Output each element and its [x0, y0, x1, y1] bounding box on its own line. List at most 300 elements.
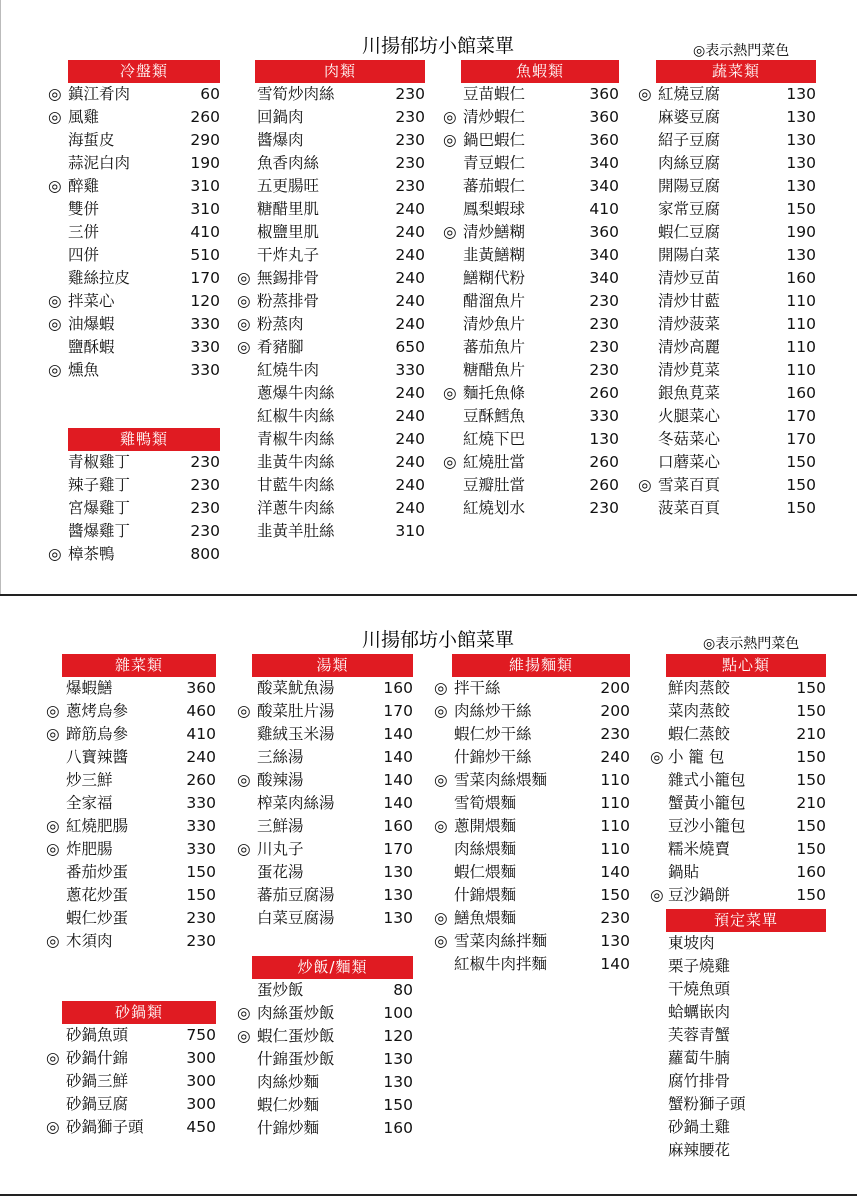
- dish-name: 砂鍋魚頭: [66, 1026, 129, 1044]
- dish-name: 豆酥鱈魚: [463, 407, 526, 425]
- menu-item: [443, 428, 619, 451]
- menu-section: [237, 60, 425, 543]
- hot-legend-bottom: ◎表示熱門菜色: [703, 636, 800, 652]
- menu-item: [237, 290, 425, 313]
- menu-item: [443, 267, 619, 290]
- menu-section: [650, 909, 826, 1162]
- menu-item: [46, 815, 216, 838]
- dish-price: 230: [589, 315, 619, 333]
- dish-price: 340: [589, 246, 619, 264]
- dish-price: 450: [186, 1118, 216, 1136]
- menu-item: [46, 746, 216, 769]
- dish-name: 蕃茄魚片: [463, 338, 526, 356]
- dish-name: 蒜泥白肉: [68, 154, 131, 172]
- dish-price: 240: [395, 453, 425, 471]
- dish-price: 200: [600, 702, 630, 720]
- dish-name: 肉絲蛋炒飯: [257, 1004, 335, 1022]
- dish-price: 240: [395, 499, 425, 517]
- dish-price: 210: [796, 725, 826, 743]
- menu-item: [48, 198, 220, 221]
- hot-dish-icon: ◎: [237, 269, 251, 287]
- menu-item: [434, 930, 630, 953]
- menu-item: [434, 861, 630, 884]
- menu-item: [46, 700, 216, 723]
- dish-name: 五更腸旺: [257, 177, 320, 195]
- dish-price: 360: [589, 85, 619, 103]
- dish-name: 口蘑菜心: [658, 453, 721, 471]
- dish-price: 200: [600, 679, 630, 697]
- menu-item: [48, 543, 220, 566]
- menu-item: [650, 932, 826, 955]
- dish-price: 230: [589, 499, 619, 517]
- section-divider: [0, 594, 857, 596]
- dish-name: 酸菜魷魚湯: [257, 679, 335, 697]
- menu-item: [237, 1048, 413, 1071]
- dish-price: 340: [589, 154, 619, 172]
- dish-name: 開陽白菜: [658, 246, 721, 264]
- menu-item: [237, 769, 413, 792]
- dish-price: 210: [796, 794, 826, 812]
- section-header: 蔬菜類: [656, 60, 816, 83]
- menu-item: [650, 838, 826, 861]
- dish-price: 150: [796, 840, 826, 858]
- dish-price: 410: [190, 223, 220, 241]
- dish-name: 清炒高麗: [658, 338, 721, 356]
- menu-item: [237, 267, 425, 290]
- dish-price: 150: [796, 748, 826, 766]
- dish-price: 150: [796, 886, 826, 904]
- dish-name: 椒鹽里肌: [257, 223, 320, 241]
- menu-item: [443, 83, 619, 106]
- menu-item: [443, 198, 619, 221]
- left-edge-line: [0, 0, 1, 594]
- dish-name: 粉蒸肉: [257, 315, 304, 333]
- menu-item: [443, 474, 619, 497]
- menu-item: [443, 152, 619, 175]
- dish-name: 蝦仁煨麵: [454, 863, 517, 881]
- dish-name: 無錫排骨: [257, 269, 320, 287]
- dish-name: 韭黃鱔糊: [463, 246, 526, 264]
- dish-name: 火腿菜心: [658, 407, 721, 425]
- dish-price: 130: [383, 863, 413, 881]
- dish-name: 麻婆豆腐: [658, 108, 721, 126]
- dish-price: 80: [393, 981, 413, 999]
- bottom-rule: [0, 1194, 857, 1196]
- dish-price: 230: [190, 522, 220, 540]
- hot-dish-icon: ◎: [48, 177, 62, 195]
- dish-price: 110: [600, 840, 630, 858]
- menu-item: [650, 1070, 826, 1093]
- menu-item: [237, 1025, 413, 1048]
- dish-name: 全家福: [66, 794, 113, 812]
- menu-item: [237, 1071, 413, 1094]
- menu-item: [650, 723, 826, 746]
- dish-name: 鱔糊代粉: [463, 269, 526, 287]
- dish-name: 鮮肉蒸餃: [668, 679, 731, 697]
- dish-name: 蝦仁豆腐: [658, 223, 721, 241]
- menu-section: [443, 60, 619, 520]
- dish-name: 干炸丸子: [257, 246, 320, 264]
- menu-item: [434, 700, 630, 723]
- menu-item: [48, 83, 220, 106]
- menu-item: [46, 769, 216, 792]
- menu-item: [237, 700, 413, 723]
- menu-item: [443, 497, 619, 520]
- dish-name: 雞絲拉皮: [68, 269, 131, 287]
- dish-price: 240: [395, 292, 425, 310]
- hot-dish-icon: ◎: [237, 1027, 251, 1045]
- dish-name: 蔥爆牛肉絲: [257, 384, 335, 402]
- dish-price: 130: [383, 909, 413, 927]
- menu-item: [46, 861, 216, 884]
- menu-section: [46, 654, 216, 953]
- menu-item: [237, 313, 425, 336]
- dish-price: 240: [395, 407, 425, 425]
- dish-price: 330: [395, 361, 425, 379]
- dish-name: 什錦炒干絲: [454, 748, 532, 766]
- dish-name: 紅椒牛肉拌麵: [454, 955, 548, 973]
- dish-name: 油爆蝦: [68, 315, 115, 333]
- menu-item: [46, 1047, 216, 1070]
- dish-price: 340: [589, 269, 619, 287]
- dish-name: 鍋貼: [668, 863, 700, 881]
- menu-item: [638, 313, 816, 336]
- menu-item: [237, 677, 413, 700]
- dish-price: 150: [786, 453, 816, 471]
- dish-price: 150: [796, 817, 826, 835]
- dish-name: 紅燒肚當: [463, 453, 526, 471]
- dish-price: 310: [190, 200, 220, 218]
- hot-dish-icon: ◎: [650, 748, 664, 766]
- dish-name: 木須肉: [66, 932, 113, 950]
- menu-item: [48, 129, 220, 152]
- dish-price: 260: [589, 384, 619, 402]
- menu-item: [650, 700, 826, 723]
- dish-name: 蛋炒飯: [257, 981, 304, 999]
- menu-item: [48, 313, 220, 336]
- dish-name: 醬爆肉: [257, 131, 304, 149]
- menu-item: [46, 907, 216, 930]
- dish-price: 160: [786, 384, 816, 402]
- menu-item: [638, 474, 816, 497]
- menu-item: [638, 106, 816, 129]
- menu-item: [46, 1024, 216, 1047]
- dish-name: 雪筍炒肉絲: [257, 85, 335, 103]
- dish-price: 300: [186, 1072, 216, 1090]
- menu-item: [237, 792, 413, 815]
- dish-price: 110: [600, 817, 630, 835]
- dish-name: 酸辣湯: [257, 771, 304, 789]
- dish-price: 240: [600, 748, 630, 766]
- dish-price: 130: [786, 108, 816, 126]
- dish-name: 醬爆雞丁: [68, 522, 131, 540]
- hot-dish-icon: ◎: [46, 1118, 60, 1136]
- dish-price: 140: [600, 863, 630, 881]
- dish-price: 140: [383, 794, 413, 812]
- menu-item: [434, 884, 630, 907]
- dish-price: 150: [186, 863, 216, 881]
- dish-name: 青椒牛肉絲: [257, 430, 335, 448]
- dish-price: 300: [186, 1095, 216, 1113]
- hot-dish-icon: ◎: [237, 771, 251, 789]
- dish-name: 青豆蝦仁: [463, 154, 526, 172]
- menu-item: [237, 861, 413, 884]
- menu-item: [443, 359, 619, 382]
- dish-price: 410: [589, 200, 619, 218]
- menu-item: [443, 290, 619, 313]
- dish-price: 230: [186, 909, 216, 927]
- dish-price: 330: [190, 338, 220, 356]
- dish-name: 紅燒下巴: [463, 430, 526, 448]
- menu-item: [237, 884, 413, 907]
- dish-price: 340: [589, 177, 619, 195]
- dish-name: 清炒菠菜: [658, 315, 721, 333]
- dish-name: 回鍋肉: [257, 108, 304, 126]
- menu-item: [237, 1002, 413, 1025]
- dish-name: 辣子雞丁: [68, 476, 131, 494]
- dish-price: 240: [186, 748, 216, 766]
- menu-item: [237, 815, 413, 838]
- dish-name: 蝦仁炒麵: [257, 1096, 320, 1114]
- dish-name: 韭黃羊肚絲: [257, 522, 335, 540]
- dish-name: 雪菜肉絲煨麵: [454, 771, 548, 789]
- menu-item: [48, 244, 220, 267]
- menu-item: [48, 152, 220, 175]
- dish-price: 230: [600, 909, 630, 927]
- menu-item: [650, 1116, 826, 1139]
- dish-name: 糖醋里肌: [257, 200, 320, 218]
- section-header: 湯類: [252, 654, 413, 677]
- menu-item: [237, 198, 425, 221]
- dish-name: 肉絲豆腐: [658, 154, 721, 172]
- hot-dish-icon: ◎: [46, 840, 60, 858]
- hot-dish-icon: ◎: [48, 292, 62, 310]
- dish-price: 230: [600, 725, 630, 743]
- dish-name: 醋溜魚片: [463, 292, 526, 310]
- hot-dish-icon: ◎: [237, 292, 251, 310]
- menu-item: [638, 267, 816, 290]
- dish-name: 蕃茄豆腐湯: [257, 886, 335, 904]
- dish-name: 雪筍煨麵: [454, 794, 517, 812]
- dish-price: 310: [395, 522, 425, 540]
- menu-item: [650, 884, 826, 907]
- dish-price: 360: [589, 131, 619, 149]
- hot-dish-icon: ◎: [46, 932, 60, 950]
- dish-price: 360: [589, 108, 619, 126]
- hot-dish-icon: ◎: [638, 476, 652, 494]
- dish-price: 110: [600, 794, 630, 812]
- dish-price: 230: [395, 154, 425, 172]
- menu-item: [638, 83, 816, 106]
- dish-price: 230: [395, 131, 425, 149]
- dish-name: 糖醋魚片: [463, 361, 526, 379]
- dish-price: 230: [190, 453, 220, 471]
- dish-price: 240: [395, 315, 425, 333]
- dish-price: 130: [786, 131, 816, 149]
- section-header: 炒飯/麵類: [252, 956, 413, 979]
- menu-item: [434, 723, 630, 746]
- dish-name: 家常豆腐: [658, 200, 721, 218]
- dish-name: 蝦仁炒蛋: [66, 909, 129, 927]
- hot-dish-icon: ◎: [443, 223, 457, 241]
- dish-name: 豆苗蝦仁: [463, 85, 526, 103]
- dish-name: 蛋花湯: [257, 863, 304, 881]
- dish-price: 160: [383, 679, 413, 697]
- menu-item: [237, 83, 425, 106]
- dish-price: 240: [395, 384, 425, 402]
- dish-name: 砂鍋豆腐: [66, 1095, 129, 1113]
- dish-price: 110: [600, 771, 630, 789]
- menu-item: [48, 106, 220, 129]
- menu-title-top: 川揚郁坊小館菜單: [362, 35, 515, 57]
- menu-item: [237, 175, 425, 198]
- section-header: 魚蝦類: [461, 60, 619, 83]
- dish-price: 140: [383, 748, 413, 766]
- dish-price: 330: [190, 315, 220, 333]
- dish-name: 鱔魚煨麵: [454, 909, 517, 927]
- dish-name: 鍋巴蝦仁: [463, 131, 526, 149]
- dish-price: 750: [186, 1026, 216, 1044]
- menu-item: [434, 769, 630, 792]
- dish-price: 330: [186, 817, 216, 835]
- hot-dish-icon: ◎: [434, 679, 448, 697]
- dish-price: 290: [190, 131, 220, 149]
- menu-item: [650, 769, 826, 792]
- dish-name: 銀魚莧菜: [658, 384, 721, 402]
- section-header: 肉類: [255, 60, 425, 83]
- menu-item: [237, 907, 413, 930]
- menu-item: [638, 152, 816, 175]
- dish-price: 230: [395, 85, 425, 103]
- dish-price: 650: [395, 338, 425, 356]
- dish-name: 鳳梨蝦球: [463, 200, 526, 218]
- hot-dish-icon: ◎: [434, 771, 448, 789]
- dish-name: 紅燒豆腐: [658, 85, 721, 103]
- dish-price: 330: [190, 361, 220, 379]
- dish-name: 雞絨玉米湯: [257, 725, 335, 743]
- dish-name: 鎮江肴肉: [68, 85, 131, 103]
- menu-item: [434, 953, 630, 976]
- menu-item: [650, 792, 826, 815]
- menu-item: [650, 746, 826, 769]
- menu-item: [46, 1070, 216, 1093]
- menu-item: [48, 267, 220, 290]
- dish-name: 東坡肉: [668, 934, 715, 952]
- dish-price: 150: [786, 200, 816, 218]
- dish-name: 炒三鮮: [66, 771, 113, 789]
- menu-item: [443, 382, 619, 405]
- hot-dish-icon: ◎: [443, 384, 457, 402]
- dish-name: 四併: [68, 246, 100, 264]
- menu-item: [237, 497, 425, 520]
- menu-item: [638, 290, 816, 313]
- hot-dish-icon: ◎: [237, 338, 251, 356]
- menu-section: [237, 654, 413, 930]
- dish-price: 310: [190, 177, 220, 195]
- menu-item: [46, 1116, 216, 1139]
- dish-name: 清炒豆苗: [658, 269, 721, 287]
- dish-price: 110: [786, 361, 816, 379]
- menu-item: [48, 474, 220, 497]
- menu-item: [443, 405, 619, 428]
- menu-section: [434, 654, 630, 976]
- menu-section: [46, 1001, 216, 1139]
- hot-dish-icon: ◎: [46, 725, 60, 743]
- dish-name: 魚香肉絲: [257, 154, 320, 172]
- dish-name: 紹子豆腐: [658, 131, 721, 149]
- dish-name: 蝦仁蒸餃: [668, 725, 731, 743]
- menu-item: [48, 451, 220, 474]
- dish-name: 拌菜心: [68, 292, 115, 310]
- dish-name: 鹽酥蝦: [68, 338, 115, 356]
- dish-price: 410: [186, 725, 216, 743]
- dish-price: 110: [786, 292, 816, 310]
- menu-item: [237, 244, 425, 267]
- dish-price: 130: [786, 246, 816, 264]
- menu-item: [434, 907, 630, 930]
- dish-price: 130: [383, 886, 413, 904]
- dish-name: 甘藍牛肉絲: [257, 476, 335, 494]
- dish-name: 什錦炒麵: [257, 1119, 320, 1137]
- dish-price: 170: [190, 269, 220, 287]
- dish-price: 240: [395, 476, 425, 494]
- menu-item: [237, 106, 425, 129]
- dish-price: 150: [786, 476, 816, 494]
- menu-item: [237, 221, 425, 244]
- dish-price: 110: [786, 315, 816, 333]
- dish-name: 三鮮湯: [257, 817, 304, 835]
- menu-item: [650, 955, 826, 978]
- section-header: 雜菜類: [62, 654, 216, 677]
- dish-price: 100: [383, 1004, 413, 1022]
- hot-dish-icon: ◎: [237, 702, 251, 720]
- menu-item: [237, 336, 425, 359]
- menu-item: [48, 520, 220, 543]
- dish-name: 糯米燒賣: [668, 840, 731, 858]
- menu-item: [434, 838, 630, 861]
- menu-item: [46, 930, 216, 953]
- menu-title-bottom: 川揚郁坊小館菜單: [362, 629, 515, 651]
- menu-item: [237, 746, 413, 769]
- dish-price: 130: [600, 932, 630, 950]
- menu-section: [650, 654, 826, 907]
- section-header: 預定菜單: [666, 909, 826, 932]
- menu-item: [638, 405, 816, 428]
- hot-dish-icon: ◎: [443, 453, 457, 471]
- dish-price: 140: [383, 771, 413, 789]
- hot-dish-icon: ◎: [434, 702, 448, 720]
- dish-name: 肉絲煨麵: [454, 840, 517, 858]
- hot-dish-icon: ◎: [46, 702, 60, 720]
- dish-name: 宮爆雞丁: [68, 499, 131, 517]
- dish-price: 170: [383, 840, 413, 858]
- hot-dish-icon: ◎: [638, 85, 652, 103]
- menu-item: [443, 221, 619, 244]
- dish-price: 260: [190, 108, 220, 126]
- dish-name: 豆瓣肚當: [463, 476, 526, 494]
- dish-name: 麵托魚條: [463, 384, 526, 402]
- menu-item: [443, 175, 619, 198]
- hot-dish-icon: ◎: [434, 909, 448, 927]
- menu-item: [237, 723, 413, 746]
- dish-name: 三絲湯: [257, 748, 304, 766]
- dish-price: 160: [383, 1119, 413, 1137]
- menu-item: [237, 838, 413, 861]
- section-header: 冷盤類: [68, 60, 220, 83]
- dish-name: 紅燒肥腸: [66, 817, 129, 835]
- dish-name: 菠菜百頁: [658, 499, 721, 517]
- menu-item: [638, 244, 816, 267]
